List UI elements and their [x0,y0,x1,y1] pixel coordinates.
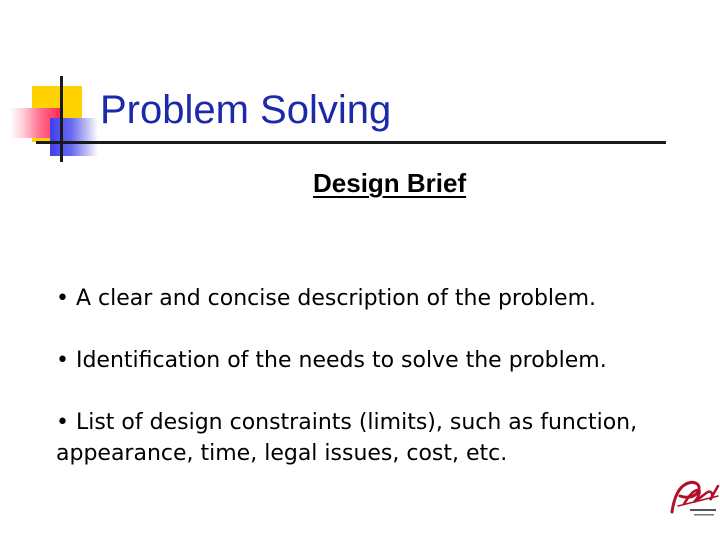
slide-title: Problem Solving [100,88,392,132]
bullet-item: • List of design constraints (limits), such as function, appearance, time, legal issues, cost, etc. [56,410,638,466]
decorative-blue-square [50,118,98,156]
title-underline-rule [36,141,666,144]
bullet-item: • A clear and concise description of the problem. [56,286,596,311]
project-lead-the-way-logo-icon [664,476,720,522]
decorative-vertical-rule [60,76,63,162]
bullet-item: • Identification of the needs to solve the problem. [56,348,607,373]
bullet-list [56,283,696,500]
slide-subtitle: Design Brief [313,168,467,198]
